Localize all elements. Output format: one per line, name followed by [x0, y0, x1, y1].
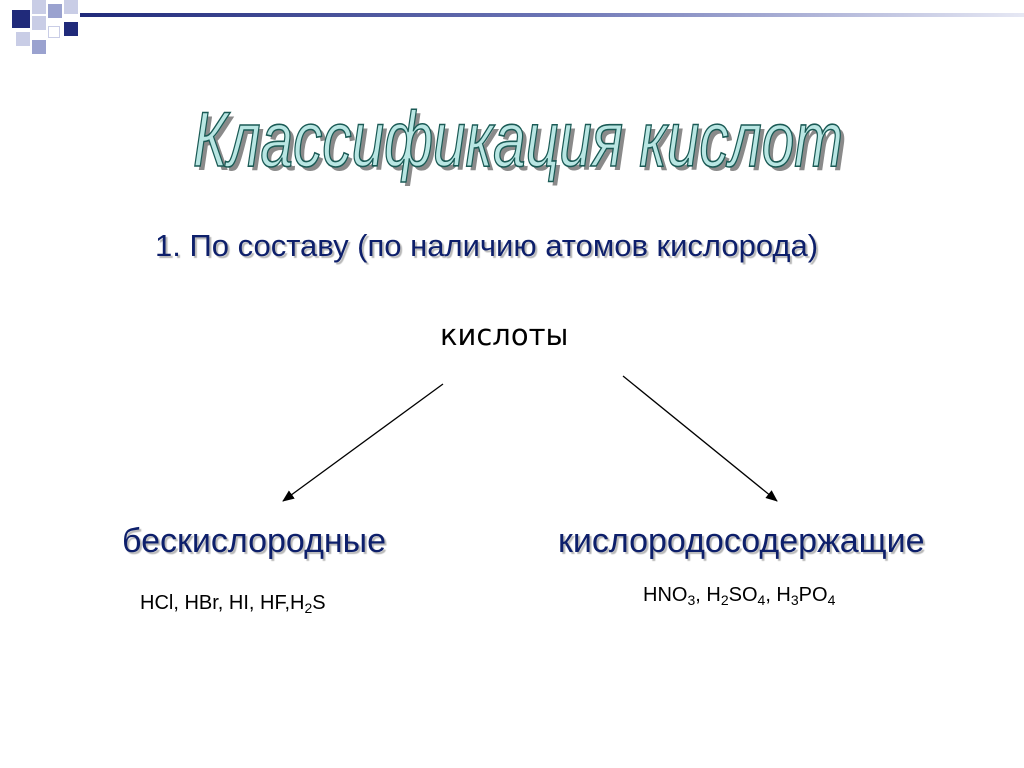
formula-subscript: 3 — [687, 592, 696, 608]
arrow-to-anoxic — [283, 384, 443, 501]
slide-subtitle: 1. По составу (по наличию атомов кислорода) — [155, 228, 819, 263]
anoxic-acid-formulas — [140, 592, 326, 615]
formula-text: , H — [695, 584, 721, 606]
formula-subscript: 2 — [304, 600, 313, 616]
category-oxygen-acids: кислородосодержащие — [558, 522, 925, 560]
formula-text: SO — [728, 584, 758, 606]
title-text: Классификация кислот — [193, 95, 843, 183]
formula-text: , H — [765, 584, 791, 606]
category-anoxic-acids: бескислородные — [122, 522, 387, 560]
formula-text: HNO — [643, 584, 688, 606]
formula-subscript: 4 — [827, 592, 836, 608]
root-node-label: кислоты — [440, 318, 569, 352]
formula-text: HCl, HBr, HI, HF,H — [140, 592, 305, 614]
formula-subscript: 2 — [720, 592, 729, 608]
arrow-to-oxygenated — [623, 376, 777, 501]
formula-subscript: 3 — [790, 592, 799, 608]
formula-text: PO — [798, 584, 828, 606]
formula-subscript: 4 — [757, 592, 766, 608]
oxygen-acid-formulas — [643, 584, 835, 607]
formula-text: S — [312, 592, 326, 614]
title-shadow: Классификация кислот — [197, 99, 847, 187]
